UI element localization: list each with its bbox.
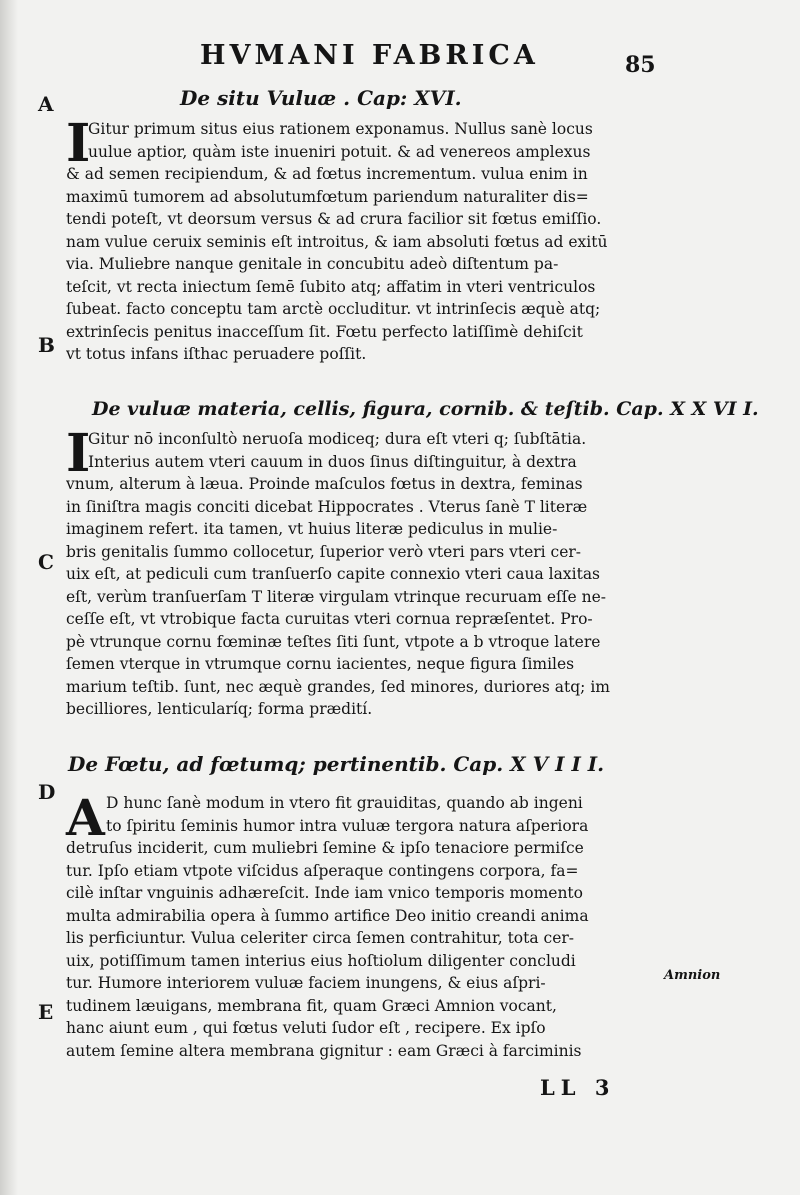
text-line: in ſiniſtra magis conciti dicebat Hippocrates . Vterus ſanè T literæ bbox=[66, 497, 588, 516]
text-line: pè vtrunque cornu fœminæ teſtes ſiti ſunt, vtpote a b vtroque latere bbox=[66, 632, 601, 651]
text-line: extrinſecis penitus inacceſſum ſit. Fœtu perfecto latiſſimè dehiſcit bbox=[66, 322, 583, 341]
text-line: ſemen vterque in vtrumque cornu iacientes, neque figura ſimiles bbox=[66, 655, 575, 673]
margin-letter-a: A bbox=[38, 92, 54, 116]
text-line: vt totus infans iſthac peruadere poſſit. bbox=[66, 345, 367, 363]
text-line: bris genitalis ſummo collocetur, ſuperior verò vteri pars vteri cer- bbox=[66, 542, 582, 561]
text-line: autem ſemine altera membrana gignitur : eam Græci à farciminis bbox=[66, 1041, 582, 1060]
text-line: maximū tumorem ad absolutumfœtum pariendum naturaliter dis= bbox=[66, 187, 589, 206]
text-line: teſcit, vt recta iniectum ſemē ſubito atq; affatim in vteri ventriculos bbox=[66, 277, 596, 296]
text-line: & ad semen recipiendum, & ad fœtus incrementum. vulua enim in bbox=[66, 165, 588, 183]
margin-letter-e: E bbox=[38, 1000, 54, 1024]
text-line: ſubeat. facto conceptu tam arctè occluditur. vt intrinſecis æquè atq; bbox=[66, 300, 601, 318]
running-head: HVMANI FABRICA bbox=[200, 40, 539, 71]
chapter-heading-xvi: De situ Vuluæ . Cap: XVI. bbox=[180, 86, 462, 110]
text-line: lis perficiuntur. Vulua celeriter circa ſemen contrahitur, tota cer- bbox=[66, 929, 575, 947]
drop-cap: A bbox=[66, 788, 105, 847]
text-line: uix eſt, at pediculi cum tranſuerſo capite connexio vteri caua laxitas bbox=[66, 565, 601, 583]
drop-cap: I bbox=[66, 113, 91, 174]
binding-shadow bbox=[0, 0, 18, 1195]
drop-cap: I bbox=[66, 423, 91, 484]
margin-letter-c: C bbox=[38, 550, 54, 574]
text-line: via. Muliebre nanque genitale in concubitu adeò diſtentum pa- bbox=[66, 255, 559, 273]
signature-mark: LL 3 bbox=[540, 1075, 616, 1100]
text-line: ceſſe eſt, vt vtrobique facta curuitas vteri cornua repræſentet. Pro- bbox=[66, 610, 593, 628]
text-line: uulue aptior, quàm iste inueniri potuit. & ad venereos amplexus bbox=[88, 142, 591, 161]
text-line: uix, potiſſimum tamen interius eius hoſtiolum diligenter concludi bbox=[66, 951, 576, 970]
chapter-text-xvi bbox=[66, 113, 666, 366]
text-line: eſt, verùm tranſuerſam T literæ virgulam vtrinque recuruam eſſe ne- bbox=[66, 587, 607, 606]
chapter-text-xxvii bbox=[66, 423, 666, 721]
margin-letter-b: B bbox=[38, 333, 55, 357]
chapter-text-xviii bbox=[66, 788, 666, 1062]
text-line: multa admirabilia opera à ſummo artifice Deo initio creandi anima bbox=[66, 906, 589, 925]
text-line: vnum, alterum à læua. Proinde maſculos fœtus in dextra, feminas bbox=[66, 475, 583, 493]
text-line: tendi poteſt, vt deorsum versus & ad crura facilior sit fœtus emiſſio. bbox=[66, 210, 602, 228]
text-line: D hunc ſanè modum in vtero fit grauiditas, quando ab ingeni bbox=[106, 794, 583, 812]
chapter-heading-xviii: De Fœtu, ad fœtumq; pertinentib. Cap. X V I I I. bbox=[68, 752, 605, 776]
text-line: Gitur primum situs eius rationem exponamus. Nullus sanè locus bbox=[88, 120, 593, 138]
margin-note: Amnion bbox=[664, 968, 721, 983]
text-line: detruſus inciderit, cum muliebri ſemine & ipſo tenaciore permiſce bbox=[66, 839, 584, 857]
text-line: tur. Humore interiorem vuluæ faciem inungens, & eius aſpri- bbox=[66, 974, 546, 992]
text-line: tudinem læuigans, membrana fit, quam Græci Amnion vocant, bbox=[66, 996, 557, 1015]
text-line: Gitur nō inconſultò neruoſa modiceq; dura eſt vteri q; ſubſtātia. bbox=[88, 430, 587, 448]
text-line: cilè inſtar vnguinis adhæreſcit. Inde iam vnico temporis momento bbox=[66, 884, 583, 902]
text-line: imaginem refert. ita tamen, vt huius literæ pediculus in mulie- bbox=[66, 520, 558, 538]
text-line: nam vulue ceruix seminis eſt introitus, & iam absoluti fœtus ad exitū bbox=[66, 232, 608, 251]
chapter-heading-xxvii: De vuluæ materia, cellis, figura, cornib. & teſtib. Cap. X X VI I. bbox=[92, 398, 759, 420]
page-number: 85 bbox=[625, 52, 656, 78]
text-line: becilliores, lenticularíq; forma prædití. bbox=[66, 700, 373, 718]
text-line: Interius autem vteri cauum in duos ſinus diſtinguitur, à dextra bbox=[88, 452, 577, 471]
text-line: tur. Ipſo etiam vtpote viſcidus aſperaque contingens corpora, fa= bbox=[66, 861, 579, 880]
text-line: hanc aiunt eum , qui fœtus veluti ſudor eſt , recipere. Ex ipſo bbox=[66, 1019, 546, 1037]
text-line: to ſpiritu ſeminis humor intra vuluæ tergora natura aſperiora bbox=[106, 816, 589, 835]
margin-letter-d: D bbox=[38, 780, 56, 804]
text-line: marium teſtib. ſunt, nec æquè grandes, ſed minores, duriores atq; im bbox=[66, 677, 610, 696]
